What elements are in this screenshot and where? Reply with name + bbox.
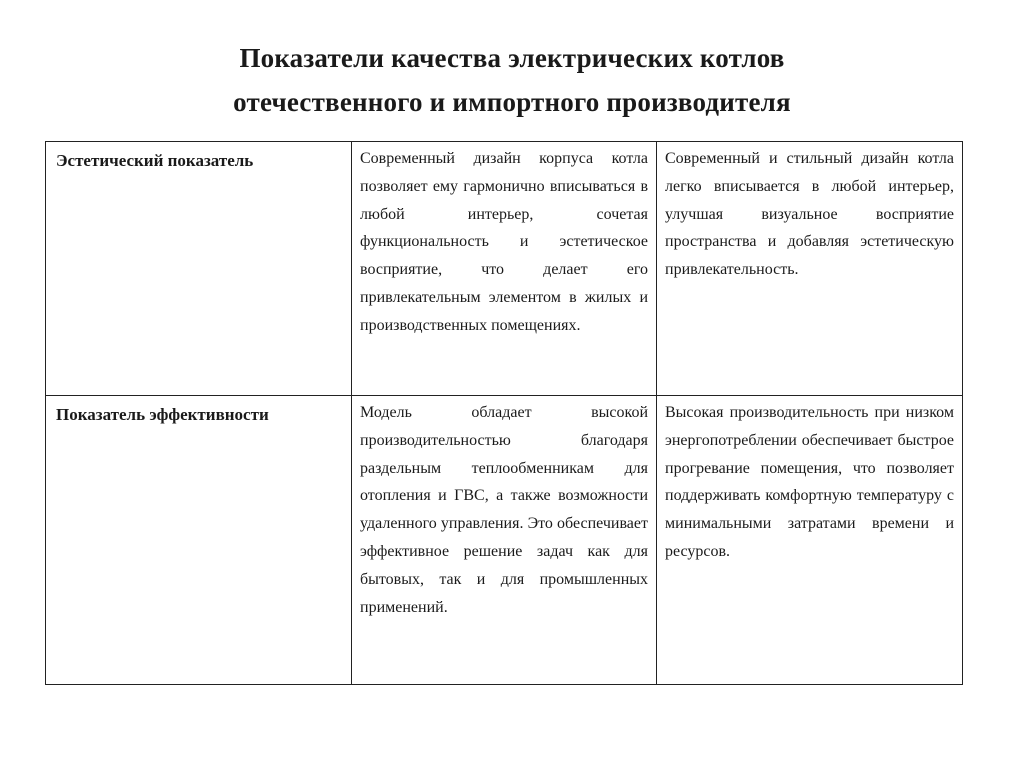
table-row-efficiency bbox=[46, 396, 963, 685]
indicator-label-aesthetic: Эстетический показатель bbox=[46, 142, 352, 396]
slide-title-line-2: отечественного и импортного производителя bbox=[233, 87, 791, 117]
indicator-label-efficiency: Показатель эффективности bbox=[46, 396, 352, 685]
table-row-aesthetic bbox=[46, 142, 963, 396]
slide-title-line-1: Показатели качества электрических котлов bbox=[239, 43, 785, 73]
quality-indicators-table bbox=[45, 141, 963, 685]
domestic-description-efficiency: Модель обладает высокой производительностью благодаря раздельным теплообменникам для отопления и ГВС, а также возможности удаленного управления. Это обеспечивает эффективное решение задач как для бытовых, так и для промышленных применений. bbox=[352, 396, 657, 685]
imported-description-aesthetic: Современный и стильный дизайн котла легко вписывается в любой интерьер, улучшая визуальное восприятие пространства и добавляя эстетическую привлекательность. bbox=[657, 142, 963, 396]
imported-description-efficiency: Высокая производительность при низком энергопотреблении обеспечивает быстрое прогревание помещения, что позволяет поддерживать комфортную температуру с минимальными затратами времени и ресурсов. bbox=[657, 396, 963, 685]
slide-title bbox=[0, 36, 1024, 124]
domestic-description-aesthetic: Современный дизайн корпуса котла позволяет ему гармонично вписываться в любой интерьер, сочетая функциональность и эстетическое восприятие, что делает его привлекательным элементом в жилых и производственных помещениях. bbox=[352, 142, 657, 396]
